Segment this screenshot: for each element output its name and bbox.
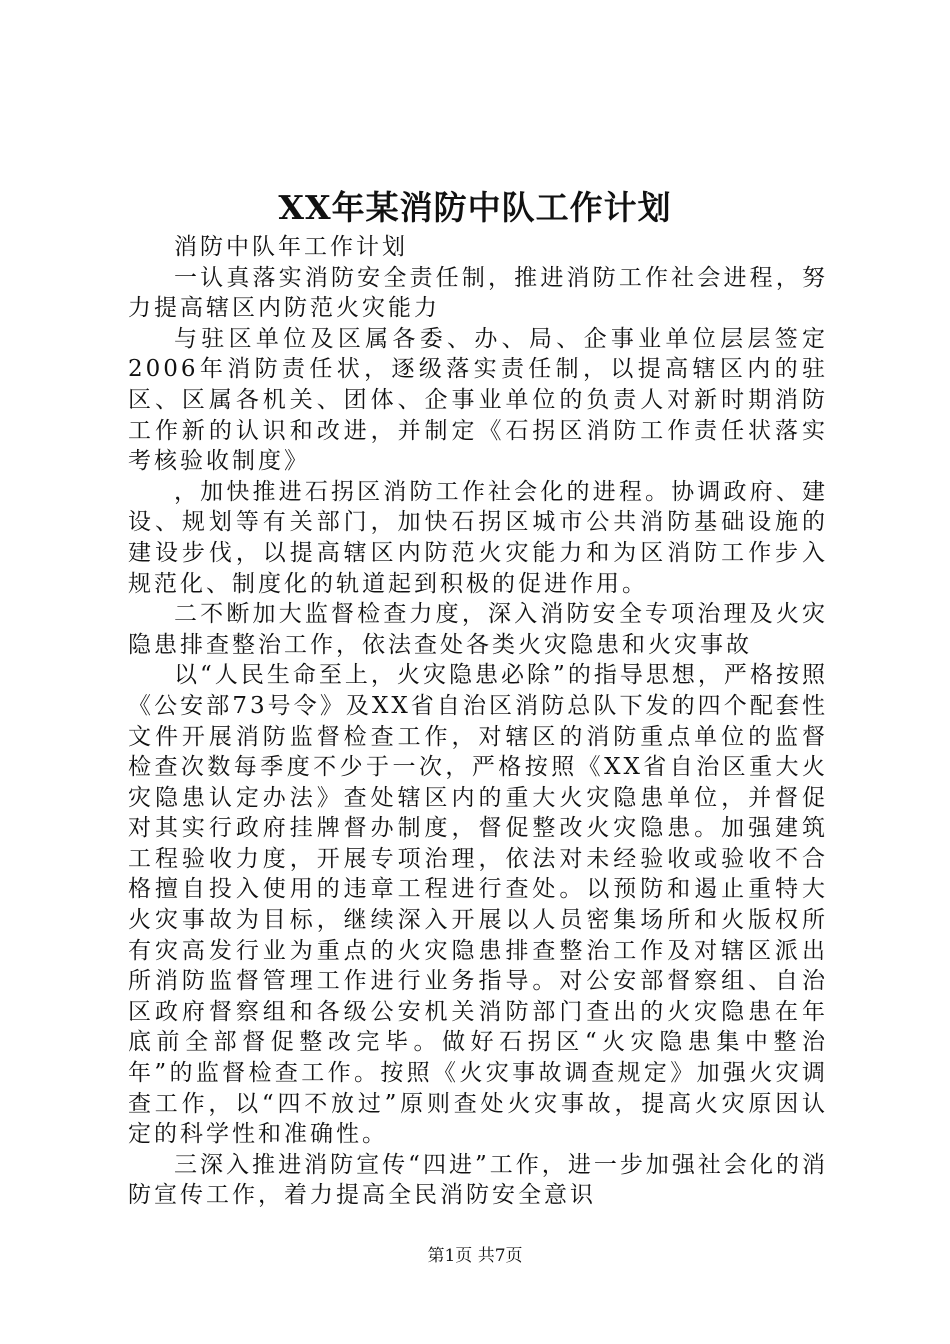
document-body xyxy=(128,232,828,1211)
paragraph-section-3-heading: 三深入推进消防宣传“四进”工作，进一步加强社会化的消防宣传工作，着力提高全民消防安全意识 xyxy=(128,1151,828,1209)
page-footer: 第1页 共7页 xyxy=(427,1246,523,1266)
document-title: XX年某消防中队工作计划 xyxy=(278,188,672,227)
paragraph-section-2-body: 以“人民生命至上，火灾隐患必除”的指导思想，严格按照《公安部73号令》及XX省自治区消防总队下发的四个配套性文件开展消防监督检查工作，对辖区的消防重点单位的监督检查次数每季度不少于一次，严格按照《XX省自治区重大火灾隐患认定办法》查处辖区内的重大火灾隐患单位，并督促对其实行政府挂牌督办制度，督促整改火灾隐患。加强建筑工程验收力度，开展专项治理，依法对未经验收或验收不合格擅自投入使用的违章工程进行查处。以预防和遏止重特大火灾事故为目标，继续深入开展以人员密集场所和火版权所有灾高发行业为重点的火灾隐患排查整治工作及对辖区派出所消防监督管理工作进行业务指导。对公安部督察组、自治区政府督察组和各级公安机关消防部门查出的火灾隐患在年底前全部督促整改完毕。做好石拐区“火灾隐患集中整治年”的监督检查工作。按照《火灾事故调查规定》加强火灾调查工作，以“四不放过”原则查处火灾事故，提高火灾原因认定的科学性和准确性。 xyxy=(128,662,828,1148)
paragraph-section-2-heading: 二不断加大监督检查力度，深入消防安全专项治理及火灾隐患排查整治工作，依法查处各类火灾隐患和火灾事故 xyxy=(128,601,828,658)
paragraph-section-1-continued: ，加快推进石拐区消防工作社会化的进程。协调政府、建设、规划等有关部门，加快石拐区城市公共消防基础设施的建设步伐，以提高辖区内防范火灾能力和为区消防工作步入规范化、制度化的轨道起到积极的促进作用。 xyxy=(128,478,828,597)
paragraph-section-1-body: 与驻区单位及区属各委、办、局、企事业单位层层签定2006年消防责任状，逐级落实责任制，以提高辖区内的驻区、区属各机关、团体、企事业单位的负责人对新时期消防工作新的认识和改进，并制定《石拐区消防工作责任状落实考核验收制度》 xyxy=(128,325,828,475)
paragraph-subtitle: 消防中队年工作计划 xyxy=(174,234,408,260)
paragraph-section-1-heading: 一认真落实消防安全责任制，推进消防工作社会进程，努力提高辖区内防范火灾能力 xyxy=(128,264,828,322)
